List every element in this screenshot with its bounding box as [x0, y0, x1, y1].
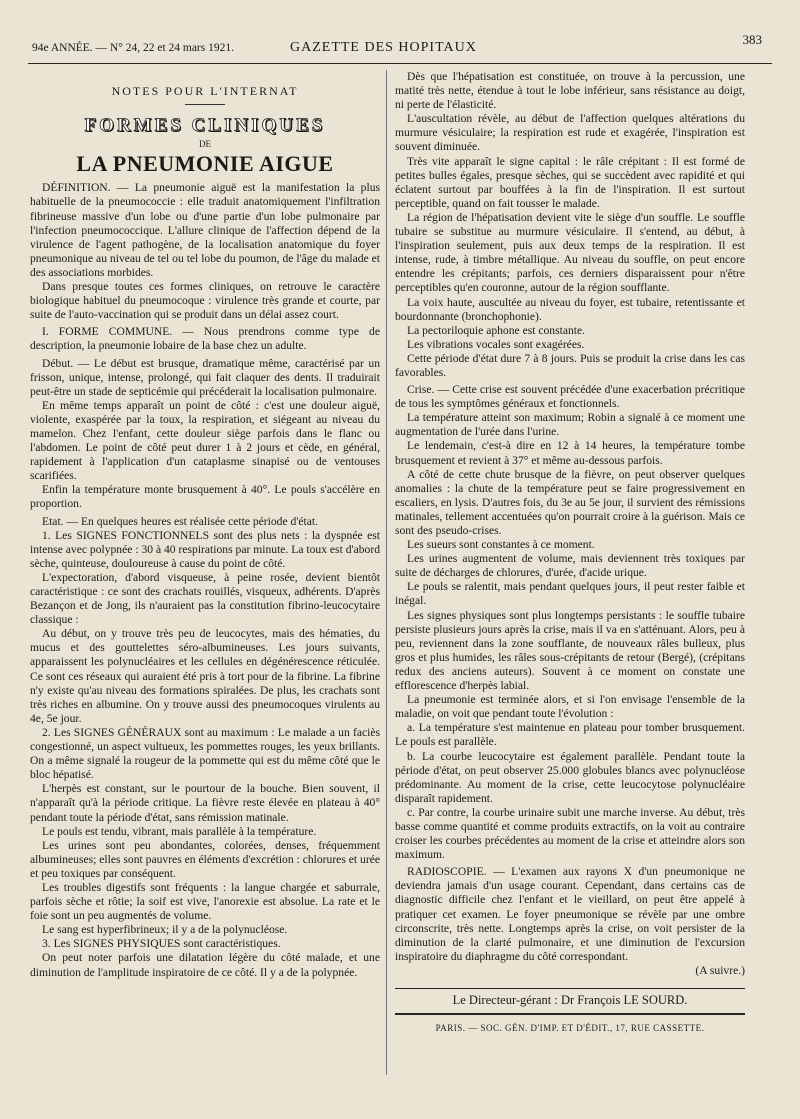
paragraph: La voix haute, auscultée au niveau du foyer, est tubaire, retentissante et bourdonnante (bronchophonie).: [395, 295, 745, 323]
paragraph: L'herpès est constant, sur le pourtour de la bouche. Bien souvent, il n'apparaît qu'à la période critique. La fièvre reste élevée en plateau à 40° pendant toute la période d'état, sans rémission matinale.: [30, 782, 380, 824]
paragraph: Les troubles digestifs sont fréquents : la langue chargée et saburrale, parfois sèche et rôtie; la soif est vive, l'anorexie est absolue. La rate et le foie sont un peu augmentés de volume.: [30, 880, 380, 923]
paragraph: Au début, on y trouve très peu de leucocytes, mais des hématies, du mucus et des gouttelettes séro-albumineuses. Les jours suivants, apparaissent les polynucléaires et les cellules en dégénérescence réticulée. Ce sont ces réseaux qui auraient été pris à tort pour de la fibrine. La fibrine n'y existe qu'au niveau des formations spiralées. De plus, les crachats sont très riches en albumine. On y trouve aussi des pneumocoques virulents au 4e, 5e jour.: [30, 627, 380, 725]
paragraph: Le sang est hyperfibrineux; il y a de la polynucléose.: [42, 923, 288, 937]
header-rule: [28, 63, 772, 64]
paragraph: Le lendemain, c'est-à dire en 12 à 14 heures, la température tombe brusquement et revient à 37° et même au-dessous parfois.: [395, 439, 745, 467]
paragraph: On peut noter parfois une dilatation légère du côté malade, et une diminution de l'amplitude inspiratoire de ce côté. Il y a de la polypnée.: [30, 951, 380, 979]
page-number: 383: [742, 32, 762, 47]
section-label: NOTES POUR L'INTERNAT: [111, 84, 299, 98]
paragraph-debut: Début. — Le début est brusque, dramatique même, caractérisé par un frisson, unique, intense, prolongé, qui fait claquer des dents. Il traduirait peut-être un stade de septicémie qui précéderait la localisation pulmonaire.: [30, 356, 380, 398]
paragraph: Le pouls est tendu, vibrant, mais parallèle à la température.: [42, 824, 317, 838]
paragraph: a. La température s'est maintenue en plateau pour tomber brusquement. Le pouls est parallèle.: [395, 721, 745, 749]
paragraph: En même temps apparaît un point de côté : c'est une douleur aiguë, violente, exaspérée par la toux, la respiration, et siégeant au niveau du mamelon. Chez l'enfant, cette douleur siège parfois dans le flanc ou l'abdomen. Le point de côté peut durer 1 à 2 jours et cède, en général, rapidement à l'application d'un cataplasme sinapisé ou de ventouses scarifiées.: [30, 398, 380, 483]
paragraph-crise: Crise. — Cette crise est souvent précédée d'une exacerbation précritique de tous les symptômes généraux et fonctionnels.: [395, 383, 745, 411]
paragraph-radioscopie: RADIOSCOPIE. — L'examen aux rayons X d'un pneumonique ne deviendra jamais d'un usage courant. Cependant, dans certains cas de diagnostic difficile chez l'enfant et le vieillard, on peut être appelé à pratiquer cet examen. Le foyer pneumonique se révèle par une ombre circonscrite, très nette. Longtemps après la crise, on voit persister de la diminution de la clarté pulmonaire, et une diminution de l'excursion inspiratoire du diaphragme du côté correspondant.: [395, 865, 745, 963]
paragraph: La région de l'hépatisation devient vite le siège d'un souffle. Le souffle tubaire se substitue au murmure vésiculaire. Il s'entend, au début, à l'inspiration seulement, puis aux deux temps de la respiration. Il est intense, rude, à timbre métallique. Au niveau du souffle, on peut encore entendre les crépitants; parfois, ces derniers disparaissent pour n'être perceptibles qu'en couronne, autour de la région soufflante.: [395, 210, 745, 295]
paragraph: Les vibrations vocales sont exagérées.: [407, 337, 585, 351]
paragraph: L'expectoration, d'abord visqueuse, à peine rosée, devient bientôt caractéristique : ce sont des crachats rouillés, visqueux, adhérents. D'après Bezançon et de Jong, ils n'auraient pas la constitution fibrino-leucocytaire classique :: [30, 570, 380, 627]
paragraph: A côté de cette chute brusque de la fièvre, on peut observer quelques anomalies : la chute de la température peut se faire progressivement en escaliers, en lysis. D'autres fois, du 3e au 5e jour, il survient des rémissions matinales, tellement accentuées qu'on pourrait croire à la guérison. Mais ce sont des pseudo-crises.: [395, 467, 745, 537]
right-column: [395, 70, 745, 1035]
paragraph: Cette période d'état dure 7 à 8 jours. Puis se produit la crise dans les cas favorables.: [395, 351, 745, 379]
paragraph: Dès que l'hépatisation est constituée, on trouve à la percussion, une matité très nette, étendue à tout le lobe inférieur, sans résistance au doigt, ni perte de l'élasticité.: [395, 70, 745, 112]
title-connector: DE: [199, 139, 211, 150]
article-title: LA PNEUMONIE AIGUE: [76, 151, 334, 177]
paragraph-etat: Etat. — En quelques heures est réalisée cette période d'état.: [42, 514, 319, 528]
paragraph-definition: DÉFINITION. — La pneumonie aiguë est la manifestation la plus habituelle de la pneumococcie : elle traduit anatomiquement l'infiltration fibrineuse massive d'un lobe ou d'une partie d'un lobe pulmonaire par l'infection pneumococcique. L'allure clinique de l'affection dépend de la virulence de l'agent pathogène, de la localisation anatomique du foyer pneumonique au niveau de tel ou tel lobe du poumon, de l'âge du malade et des associations morbides.: [30, 181, 380, 279]
paragraph: Très vite apparaît le signe capital : le râle crépitant : Il est formé de petites bulles égales, presque sèches, qui se succèdent avec rapidité et qui éclatent surtout par bouffées à la fin de l'inspiration. Il est surtout perceptible, quand on fait tousser le malade.: [395, 154, 745, 210]
column-divider: [386, 70, 387, 1075]
paragraph: La pectoriloquie aphone est constante.: [407, 323, 586, 337]
journal-name: GAZETTE DES HOPITAUX: [290, 40, 477, 55]
paragraph: 3. Les SIGNES PHYSIQUES sont caractéristiques.: [42, 937, 281, 951]
footer-rule-thick: [395, 1013, 745, 1015]
left-column: [30, 70, 380, 980]
page-header: [28, 30, 770, 62]
series-title: FORMES CLINIQUES: [84, 115, 326, 137]
paragraph-forme-commune: I. FORME COMMUNE. — Nous prendrons comme type de description, la pneumonie lobaire de la base chez un adulte.: [30, 325, 380, 353]
paragraph: c. Par contre, la courbe urinaire subit une marche inverse. Au début, très basse comme quantité et comme produits extractifs, on la voit au contraire croiser les courbes précédentes au moment de la crise et atteindre alors son maximum.: [395, 805, 745, 862]
paragraph: Les urines augmentent de volume, mais deviennent très toxiques par suite de décharges de chlorures, d'urée, d'acide urique.: [395, 552, 745, 580]
to-be-continued: (A suivre.): [695, 963, 745, 977]
paragraph: 2. Les SIGNES GÉNÉRAUX sont au maximum : Le malade a un faciès congestionné, un aspect vultueux, les pommettes rouges, les yeux brillants. On a même signalé la rougeur de la pommette qui est du même côté que le bloc hépatisé.: [30, 725, 380, 782]
paragraph: Enfin la température monte brusquement à 40°. Le pouls s'accélère en proportion.: [30, 483, 380, 511]
paragraph: Les urines sont peu abondantes, colorées, denses, fréquemment albumineuses; elles sont pauvres en éléments d'excrétion : chlorures et urée et peu toxiques par conséquent.: [30, 838, 380, 880]
section-rule: [185, 104, 225, 105]
paragraph: Les signes physiques sont plus longtemps persistants : le souffle tubaire persiste plusieurs jours après la crise, mais il va en s'atténuant. Alors, peu à peu, reviennent dans la zone soufflante, de nouveaux râles bulleux, plus gros et plus humides, les râles sous-crépitants de retour (Bergé), (crépitans redux des anciens auteurs). Souvent à ce moment on constate une efflorescence d'herpès labial.: [395, 608, 745, 693]
paragraph: Les sueurs sont constantes à ce moment.: [407, 538, 595, 552]
paragraph: La température atteint son maximum; Robin a signalé à ce moment une augmentation de l'urée dans l'urine.: [395, 411, 745, 439]
printer-line: PARIS. — SOC. GÉN. D'IMP. ET D'ÉDIT., 17, RUE CASSETTE.: [435, 1023, 705, 1034]
paragraph: Le pouls se ralentit, mais pendant quelques jours, il peut rester faible et inégal.: [395, 580, 745, 608]
paragraph: Dans presque toutes ces formes cliniques, on retrouve le caractère biologique habituel du pneumocoque : virulence très grande et courte, par suite de l'auto-vaccination qui se produit dans un délai assez court.: [30, 280, 380, 322]
paragraph: La pneumonie est terminée alors, et si l'on envisage l'ensemble de la maladie, on voit que pendant toute l'évolution :: [395, 693, 745, 721]
paragraph: b. La courbe leucocytaire est également parallèle. Pendant toute la période d'état, on peut observer 25.000 globules blancs avec polynucléose prédominante. Au moment de la crise, cette leucocytose polynucléaire disparaît rapidement.: [395, 749, 745, 805]
issue-info: 94e ANNÉE. — N° 24, 22 et 24 mars 1921.: [32, 42, 234, 54]
footer-rule: [395, 988, 745, 989]
director-line: Le Directeur-gérant : Dr François LE SOURD.: [452, 993, 688, 1007]
paragraph: 1. Les SIGNES FONCTIONNELS sont des plus nets : la dyspnée est intense avec polypnée : 30 à 40 respirations par minute. La toux est d'abord sèche, quinteuse, douloureuse à cause du point de côté.: [30, 528, 380, 570]
paragraph: L'auscultation révèle, au début de l'affection quelques altérations du murmure vésiculaire; la respiration est rude et exagérée, l'inspiration est souvent diminuée.: [395, 112, 745, 154]
